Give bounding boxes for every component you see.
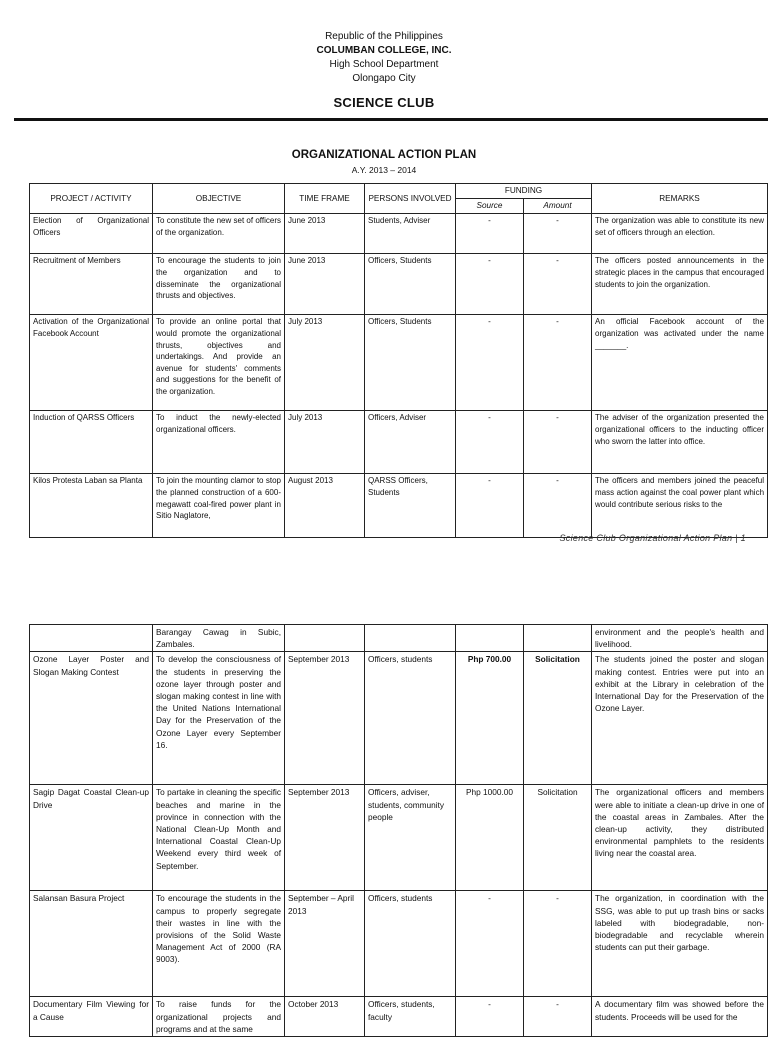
cell-remarks: A documentary film was showed before the students. Proceeds will be used for the <box>592 997 768 1037</box>
cell-source: - <box>456 214 524 254</box>
cell-source: - <box>456 411 524 474</box>
cell-time: September 2013 <box>285 785 365 891</box>
cell-remarks: An official Facebook account of the organization was activated under the name _______. <box>592 315 768 411</box>
cell-persons: Students, Adviser <box>365 214 456 254</box>
cell-source <box>456 625 524 652</box>
cell-project: Kilos Protesta Laban sa Planta <box>30 474 153 538</box>
cell-persons: Officers, students <box>365 891 456 997</box>
cell-source: - <box>456 997 524 1037</box>
table-row <box>30 785 768 891</box>
action-plan-table-continued <box>29 624 768 1037</box>
cell-time: September – April 2013 <box>285 891 365 997</box>
cell-amount: - <box>524 411 592 474</box>
cell-remarks: The officers posted announcements in the strategic places in the campus that encouraged students to join the organization. <box>592 254 768 315</box>
page-title: ORGANIZATIONAL ACTION PLAN <box>291 149 477 161</box>
cell-objective: To constitute the new set of officers of the organization. <box>153 214 285 254</box>
cell-source: - <box>456 891 524 997</box>
cell-remarks: environment and the people's health and livelihood. <box>592 625 768 652</box>
cell-objective: To induct the newly-elected organizational officers. <box>153 411 285 474</box>
cell-project: Election of Organizational Officers <box>30 214 153 254</box>
document-header <box>0 30 768 86</box>
col-header-objective: OBJECTIVE <box>153 184 285 214</box>
cell-remarks: The organizational officers and members were able to initiate a clean-up drive in one of the coastal areas in Zambales. After the clean-up activity, they distributed environmental pamphlets to the residents living near the coastal area. <box>592 785 768 891</box>
table-row <box>30 997 768 1037</box>
cell-remarks: The adviser of the organization presented the organizational officers to the inducting officer who sworn the latter into office. <box>592 411 768 474</box>
cell-project: Activation of the Organizational Facebook Account <box>30 315 153 411</box>
cell-objective: To partake in cleaning the specific beaches and marine in the province in connection with the National Clean-Up Month and International Coastal Clean-Up Weekend every third week of September. <box>153 785 285 891</box>
cell-objective: To develop the consciousness of the students in preserving the ozone layer through poster and slogan making contest in line with the United Nations International Day for the Preservation of the Ozone Layer every September 16. <box>153 652 285 785</box>
cell-persons: Officers, students, faculty <box>365 997 456 1037</box>
club-name: SCIENCE CLUB <box>333 95 435 110</box>
header-line-college: COLUMBAN COLLEGE, INC. <box>316 45 452 56</box>
academic-year: A.Y. 2013 – 2014 <box>351 165 417 175</box>
header-line-department: High School Department <box>329 59 439 70</box>
cell-amount: - <box>524 254 592 315</box>
table-row <box>30 315 768 411</box>
cell-source: - <box>456 315 524 411</box>
cell-time: June 2013 <box>285 254 365 315</box>
cell-objective: To raise funds for the organizational projects and programs and at the same <box>153 997 285 1037</box>
cell-remarks: The organization was able to constitute its new set of officers through an election. <box>592 214 768 254</box>
cell-source: Php 1000.00 <box>456 785 524 891</box>
col-header-timeframe: TIME FRAME <box>285 184 365 214</box>
cell-persons: Officers, Students <box>365 254 456 315</box>
cell-time: June 2013 <box>285 214 365 254</box>
cell-amount: - <box>524 474 592 538</box>
cell-persons: Officers, students <box>365 652 456 785</box>
cell-amount: Solicitation <box>524 785 592 891</box>
header-line-city: Olongapo City <box>352 73 416 84</box>
cell-remarks: The organization, in coordination with the SSG, was able to put up trash bins or sacks labeled with biodegradable, non-biodegradable and recyclable wherein students can put their garbage. <box>592 891 768 997</box>
cell-amount <box>524 625 592 652</box>
table-row <box>30 891 768 997</box>
col-header-funding: FUNDING <box>456 184 592 199</box>
cell-objective: Barangay Cawag in Subic, Zambales. <box>153 625 285 652</box>
table-row <box>30 254 768 315</box>
table-row <box>30 625 768 652</box>
cell-project: Salansan Basura Project <box>30 891 153 997</box>
page-footer: Science Club Organizational Action Plan | 1 <box>559 533 746 543</box>
cell-objective: To encourage the students in the campus to properly segregate their wastes in line with the provisions of the Solid Waste Management Act of 2000 (RA 9003). <box>153 891 285 997</box>
cell-objective: To provide an online portal that would promote the organizational thrusts, objectives and undertakings. And provide an avenue for students' comments and suggestions for the benefit of the organization. <box>153 315 285 411</box>
action-plan-table <box>29 183 768 538</box>
table-row <box>30 214 768 254</box>
cell-time: July 2013 <box>285 411 365 474</box>
cell-amount: - <box>524 315 592 411</box>
cell-source: - <box>456 474 524 538</box>
cell-project: Documentary Film Viewing for a Cause <box>30 997 153 1037</box>
cell-remarks: The officers and members joined the peaceful mass action against the coal power plant which would contribute serious risks to the <box>592 474 768 538</box>
cell-time: September 2013 <box>285 652 365 785</box>
cell-amount: - <box>524 891 592 997</box>
col-header-source: Source <box>456 199 524 214</box>
cell-source: - <box>456 254 524 315</box>
col-header-amount: Amount <box>524 199 592 214</box>
col-header-persons: PERSONS INVOLVED <box>365 184 456 214</box>
header-divider <box>14 118 768 121</box>
cell-persons: Officers, Students <box>365 315 456 411</box>
cell-time <box>285 625 365 652</box>
cell-amount: - <box>524 214 592 254</box>
cell-objective: To join the mounting clamor to stop the planned construction of a 600-megawatt coal-fired power plant in Sitio Naglatore, <box>153 474 285 538</box>
cell-project: Sagip Dagat Coastal Clean-up Drive <box>30 785 153 891</box>
table-row <box>30 652 768 785</box>
cell-amount: Solicitation <box>524 652 592 785</box>
cell-remarks: The students joined the poster and slogan making contest. Entries were put into an exhibit at the Library in celebration of the International Day for the Preservation of the Ozone Layer. <box>592 652 768 785</box>
cell-project: Recruitment of Members <box>30 254 153 315</box>
cell-objective: To encourage the students to join the organization and to disseminate the organizational thrusts and objectives. <box>153 254 285 315</box>
header-line-republic: Republic of the Philippines <box>325 31 443 42</box>
cell-persons <box>365 625 456 652</box>
cell-project: Ozone Layer Poster and Slogan Making Contest <box>30 652 153 785</box>
cell-persons: QARSS Officers, Students <box>365 474 456 538</box>
table-row <box>30 411 768 474</box>
cell-time: August 2013 <box>285 474 365 538</box>
cell-amount: - <box>524 997 592 1037</box>
col-header-remarks: REMARKS <box>592 184 768 214</box>
cell-time: October 2013 <box>285 997 365 1037</box>
cell-persons: Officers, Adviser <box>365 411 456 474</box>
col-header-project: PROJECT / ACTIVITY <box>30 184 153 214</box>
cell-time: July 2013 <box>285 315 365 411</box>
cell-source: Php 700.00 <box>456 652 524 785</box>
cell-persons: Officers, adviser, students, community people <box>365 785 456 891</box>
cell-project <box>30 625 153 652</box>
cell-project: Induction of QARSS Officers <box>30 411 153 474</box>
table-row <box>30 474 768 538</box>
